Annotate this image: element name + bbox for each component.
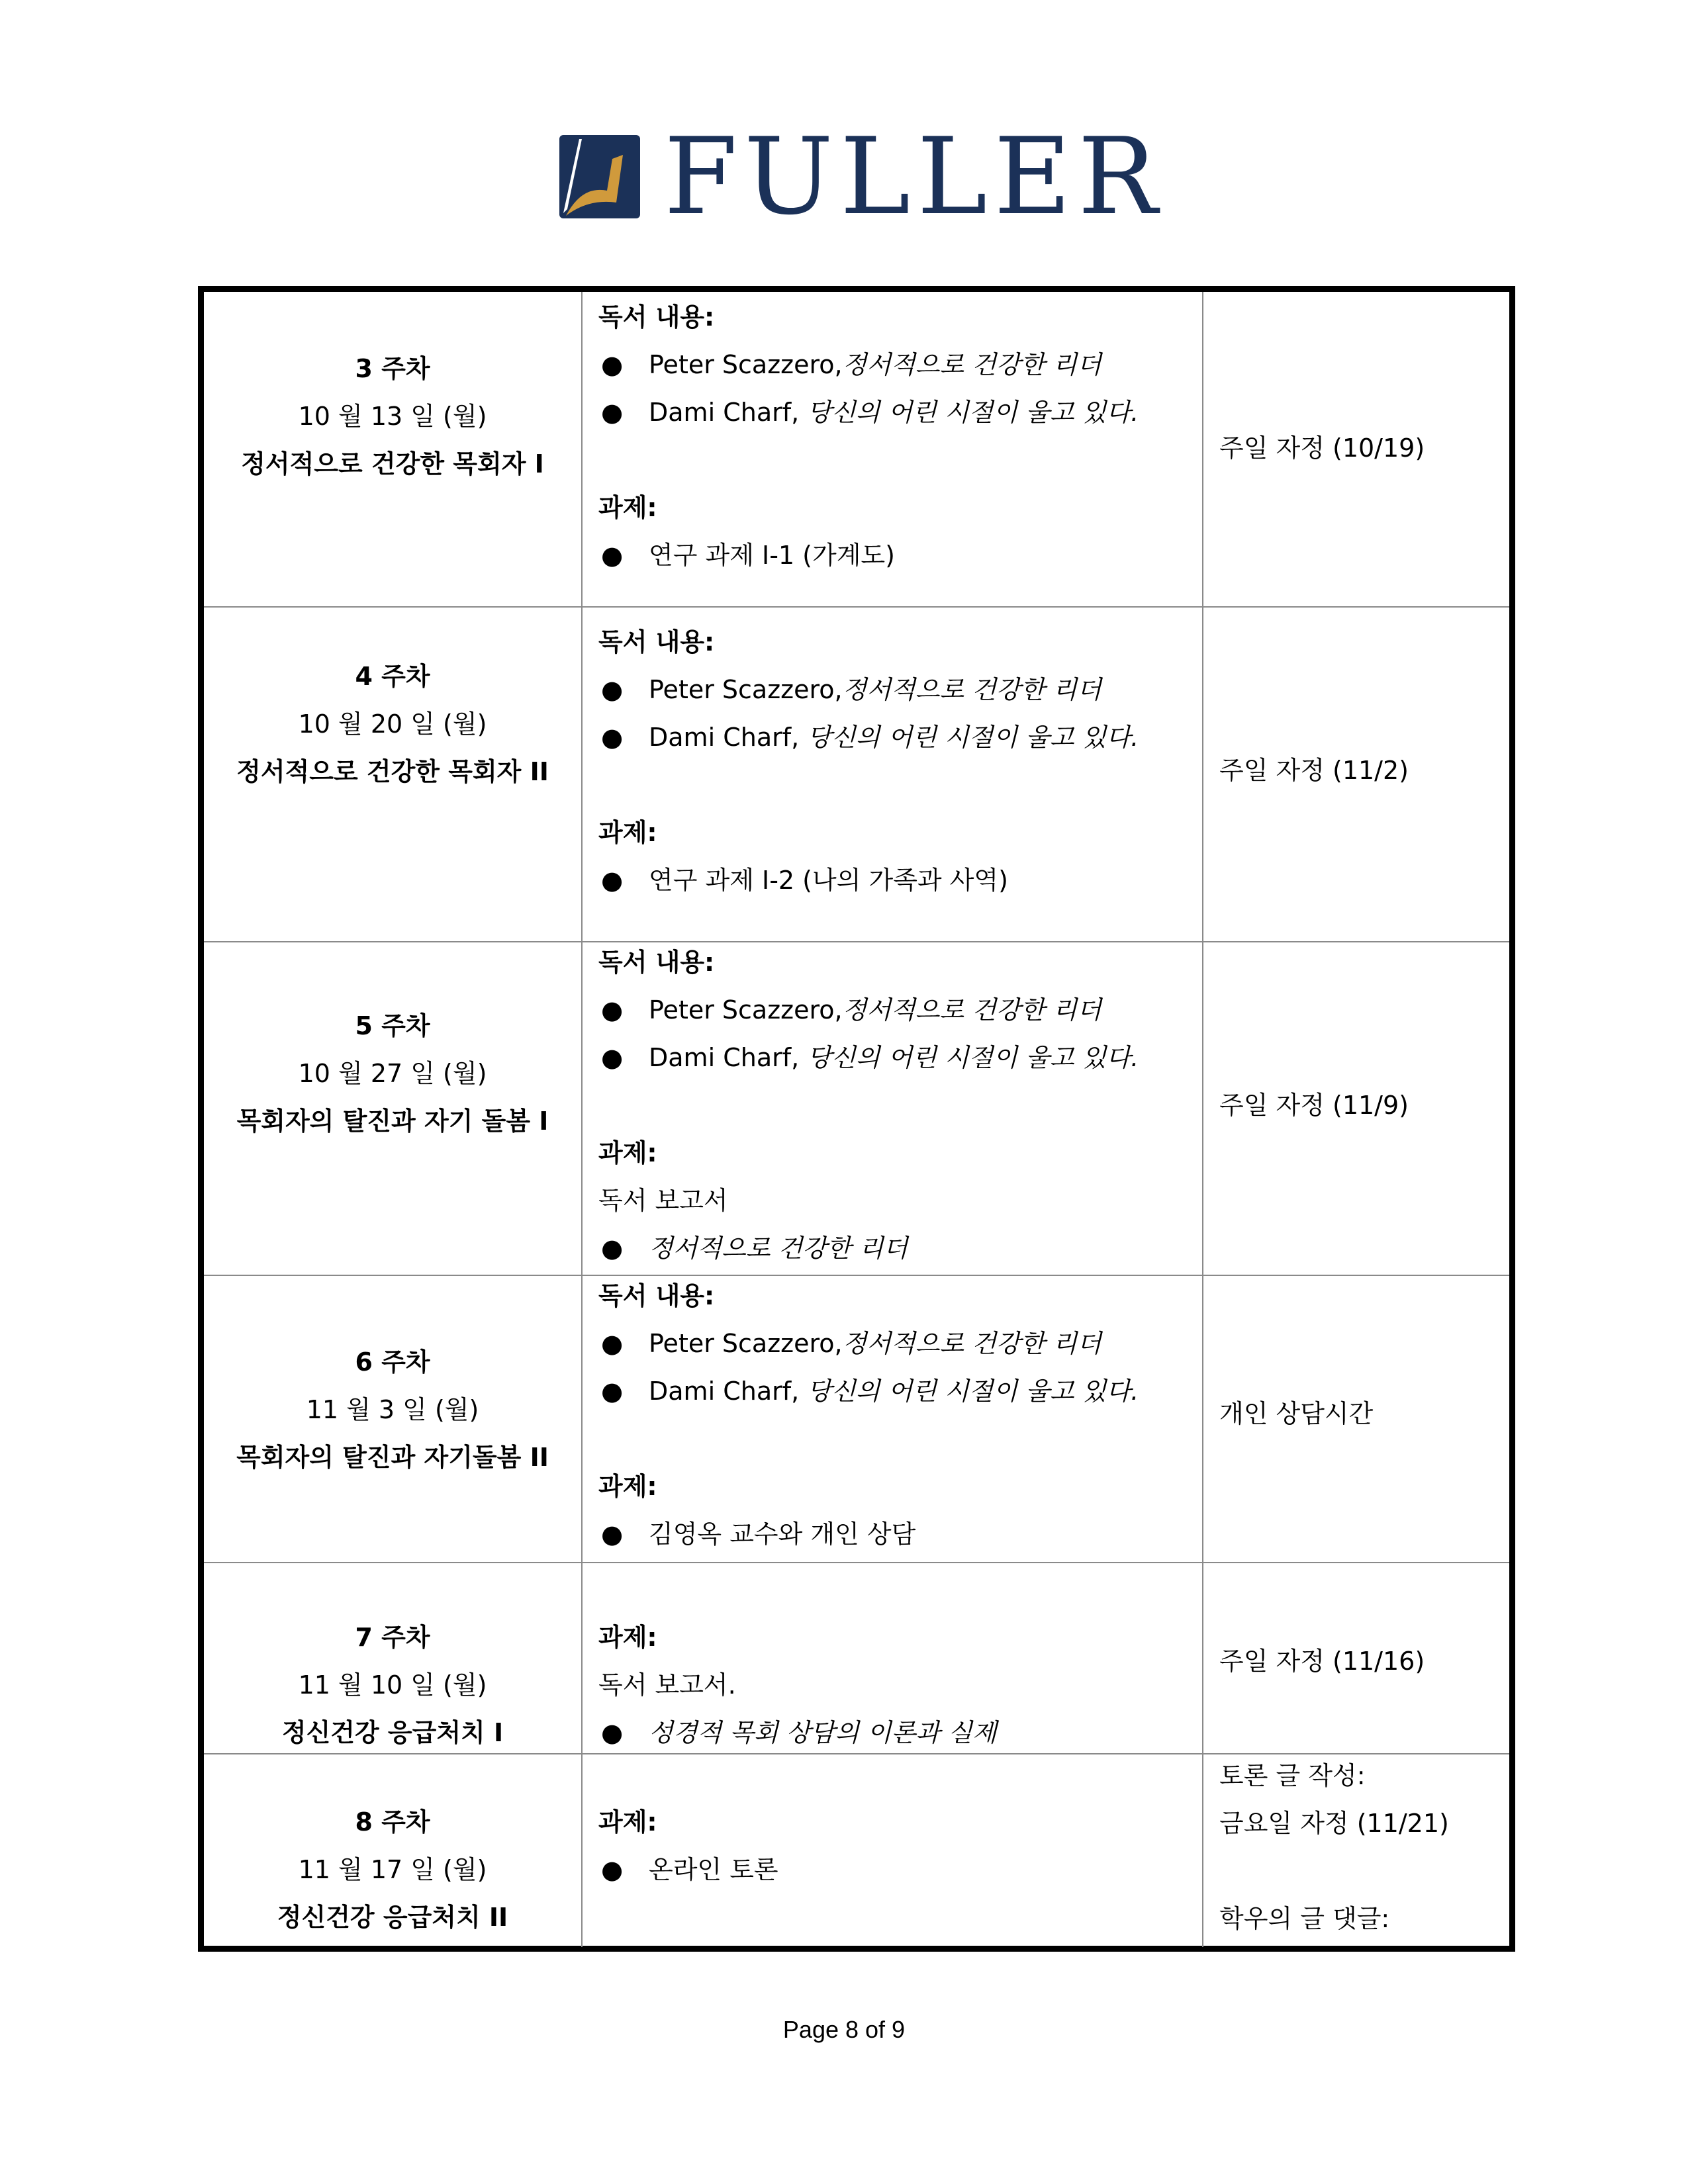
- bullet-icon: ●: [601, 350, 624, 379]
- reading-item: [598, 666, 1196, 713]
- due-cell: [1203, 1754, 1509, 1947]
- week-info-cell: [204, 292, 583, 606]
- due-text: 주일 자정 (11/9): [1219, 1091, 1409, 1120]
- due-text: 주일 자정 (10/19): [1219, 433, 1425, 463]
- due-spacer: [1219, 1847, 1503, 1895]
- content-cell: [583, 608, 1203, 942]
- week-date: 10 월 20 일 (월): [298, 709, 487, 739]
- weekly-schedule-table: [198, 286, 1515, 1952]
- assignment-text: 연구 과제 I-1 (가계도): [649, 541, 895, 570]
- assignment-item: [598, 1224, 1196, 1272]
- assignment-item: [598, 1510, 1196, 1558]
- bullet-icon: ●: [601, 675, 624, 704]
- reading-author: Dami Charf,: [649, 398, 808, 427]
- bullet-icon: ●: [601, 866, 624, 895]
- assignment-heading: 과제:: [598, 1138, 657, 1167]
- due-text: 주일 자정 (11/16): [1219, 1647, 1425, 1676]
- bullet-icon: ●: [601, 1329, 624, 1358]
- table-row-week-6: [204, 1275, 1509, 1563]
- week-date: 10 월 13 일 (월): [298, 402, 487, 431]
- assignment-note: 독서 보고서.: [598, 1670, 736, 1700]
- reading-heading: 독서 내용:: [598, 627, 715, 657]
- reading-item: [598, 388, 1196, 436]
- reading-item: [598, 986, 1196, 1034]
- reading-title: 당신의 어린 시절이 울고 있다.: [807, 398, 1139, 427]
- table-row-week-8: [204, 1753, 1509, 1947]
- week-info-cell: [204, 608, 583, 942]
- assignment-item: [598, 1709, 1196, 1756]
- reading-title: 당신의 어린 시절이 울고 있다.: [807, 723, 1139, 752]
- week-topic: 정서적으로 건강한 목회자 II: [236, 757, 549, 786]
- bullet-icon: ●: [601, 1855, 624, 1884]
- table-row-week-7: [204, 1562, 1509, 1754]
- reading-title: 정서적으로 건강한 리더: [842, 1329, 1102, 1358]
- reading-heading: 독서 내용:: [598, 302, 715, 332]
- reading-item: [598, 1367, 1196, 1415]
- reading-item: [598, 713, 1196, 761]
- assignment-text: 김영옥 교수와 개인 상담: [649, 1520, 916, 1549]
- assignment-note: 독서 보고서: [598, 1186, 728, 1215]
- week-label: 5 주차: [355, 1011, 430, 1040]
- due-text: 주일 자정 (11/2): [1219, 756, 1409, 785]
- assignment-text: 연구 과제 I-2 (나의 가족과 사역): [649, 866, 1008, 895]
- reading-item: [598, 1320, 1196, 1367]
- reading-item: [598, 1034, 1196, 1081]
- week-info-cell: [204, 1754, 583, 1947]
- due-cell: [1203, 292, 1509, 606]
- reading-author: Peter Scazzero,: [649, 350, 843, 379]
- reading-author: Peter Scazzero,: [649, 995, 843, 1024]
- assignment-item: [598, 531, 1196, 579]
- bullet-icon: ●: [601, 1377, 624, 1406]
- table-row-week-3: [204, 292, 1509, 606]
- reading-title: 당신의 어린 시절이 울고 있다.: [807, 1377, 1139, 1406]
- week-topic: 정서적으로 건강한 목회자 I: [241, 449, 544, 478]
- reading-title: 정서적으로 건강한 리더: [842, 350, 1102, 379]
- fuller-logo: [559, 114, 1164, 238]
- week-date: 10 월 27 일 (월): [298, 1059, 487, 1088]
- week-label: 4 주차: [355, 662, 430, 691]
- week-topic: 정신건강 응급처치 II: [277, 1903, 508, 1932]
- assignment-text: 정서적으로 건강한 리더: [649, 1234, 908, 1263]
- bullet-icon: ●: [601, 995, 624, 1024]
- week-date: 11 월 17 일 (월): [298, 1855, 487, 1884]
- week-label: 7 주차: [355, 1623, 430, 1652]
- bullet-icon: ●: [601, 1520, 624, 1549]
- reading-title: 정서적으로 건강한 리더: [842, 675, 1102, 704]
- week-info-cell: [204, 942, 583, 1276]
- due-text: 토론 글 작성:: [1219, 1761, 1366, 1790]
- week-label: 8 주차: [355, 1807, 430, 1837]
- assignment-heading: 과제:: [598, 1623, 657, 1652]
- bullet-icon: ●: [601, 541, 624, 570]
- reading-author: Dami Charf,: [649, 1043, 808, 1072]
- bullet-icon: ●: [601, 723, 624, 752]
- week-info-cell: [204, 1563, 583, 1754]
- week-label: 3 주차: [355, 354, 430, 383]
- reading-title: 당신의 어린 시절이 울고 있다.: [807, 1043, 1139, 1072]
- assignment-item: [598, 1846, 1196, 1893]
- assignment-heading: 과제:: [598, 493, 657, 522]
- content-cell: [583, 1276, 1203, 1563]
- content-cell: [583, 1754, 1203, 1947]
- reading-author: Dami Charf,: [649, 1377, 808, 1406]
- week-info-cell: [204, 1276, 583, 1563]
- book-logo-icon: [559, 135, 640, 218]
- week-date: 11 월 3 일 (월): [306, 1395, 479, 1424]
- bullet-icon: ●: [601, 1718, 624, 1747]
- due-text: 학우의 글 댓글:: [1219, 1904, 1390, 1933]
- reading-item: [598, 341, 1196, 388]
- bullet-icon: ●: [601, 1043, 624, 1072]
- bullet-icon: ●: [601, 398, 624, 427]
- assignment-heading: 과제:: [598, 1807, 657, 1837]
- reading-author: Dami Charf,: [649, 723, 808, 752]
- assignment-heading: 과제:: [598, 818, 657, 847]
- content-cell: [583, 1563, 1203, 1754]
- due-cell: [1203, 942, 1509, 1276]
- due-text: 금요일 자정 (11/21): [1219, 1809, 1449, 1838]
- content-cell: [583, 292, 1203, 606]
- week-date: 11 월 10 일 (월): [298, 1670, 487, 1700]
- due-cell: [1203, 608, 1509, 942]
- assignment-heading: 과제:: [598, 1472, 657, 1501]
- reading-heading: 독서 내용:: [598, 948, 715, 977]
- assignment-item: [598, 856, 1196, 904]
- table-row-week-5: [204, 941, 1509, 1276]
- due-text: 개인 상담시간: [1219, 1399, 1374, 1428]
- assignment-text: 온라인 토론: [649, 1855, 778, 1884]
- table-row-week-4: [204, 606, 1509, 942]
- reading-title: 정서적으로 건강한 리더: [842, 995, 1102, 1024]
- content-cell: [583, 942, 1203, 1276]
- week-topic: 목회자의 탈진과 자기 돌봄 I: [236, 1107, 549, 1136]
- reading-author: Peter Scazzero,: [649, 1329, 843, 1358]
- assignment-text: 성경적 목회 상담의 이론과 실제: [649, 1718, 997, 1747]
- due-cell: [1203, 1563, 1509, 1754]
- due-cell: [1203, 1276, 1509, 1563]
- page-number: Page 8 of 9: [782, 2016, 906, 2043]
- reading-heading: 독서 내용:: [598, 1281, 715, 1310]
- week-topic: 목회자의 탈진과 자기돌봄 II: [236, 1443, 549, 1472]
- week-label: 6 주차: [355, 1347, 430, 1377]
- reading-author: Peter Scazzero,: [649, 675, 843, 704]
- week-topic: 정신건강 응급처치 I: [281, 1718, 504, 1747]
- bullet-icon: ●: [601, 1234, 624, 1263]
- logo-wordmark: FULLER: [664, 114, 1164, 238]
